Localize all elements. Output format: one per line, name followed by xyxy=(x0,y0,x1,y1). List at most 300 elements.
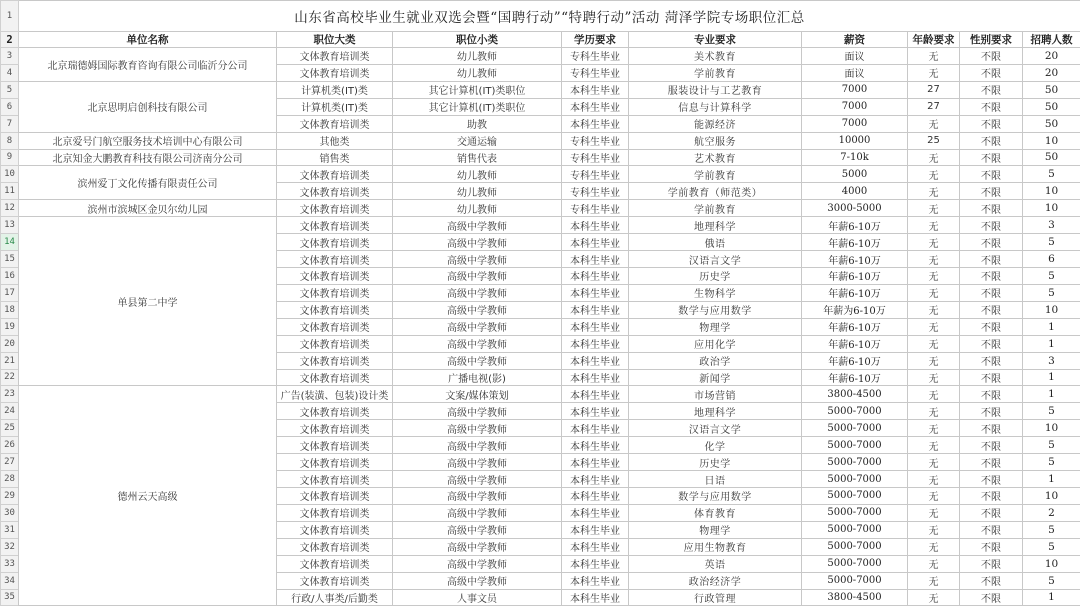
major-cell[interactable]: 信息与计算科学 xyxy=(629,98,802,115)
age-cell[interactable]: 无 xyxy=(908,454,960,471)
education-cell[interactable]: 本科生毕业 xyxy=(562,318,629,335)
gender-cell[interactable]: 不限 xyxy=(960,437,1023,454)
education-cell[interactable]: 本科生毕业 xyxy=(562,369,629,386)
gender-cell[interactable]: 不限 xyxy=(960,318,1023,335)
category-cell[interactable]: 计算机类(IT)类 xyxy=(277,98,393,115)
education-cell[interactable]: 本科生毕业 xyxy=(562,217,629,234)
education-cell[interactable]: 本科生毕业 xyxy=(562,403,629,420)
gender-cell[interactable]: 不限 xyxy=(960,166,1023,183)
company-name-cell[interactable]: 滨州市滨城区金贝尔幼儿园 xyxy=(19,200,277,217)
category-cell[interactable]: 文体教育培训类 xyxy=(277,251,393,268)
major-cell[interactable]: 地理科学 xyxy=(629,403,802,420)
salary-cell[interactable]: 5000-7000 xyxy=(802,521,908,538)
company-name-cell[interactable]: 北京知金大鹏教育科技有限公司济南分公司 xyxy=(19,149,277,166)
category-cell[interactable]: 文体教育培训类 xyxy=(277,471,393,488)
age-cell[interactable]: 无 xyxy=(908,521,960,538)
salary-cell[interactable]: 5000-7000 xyxy=(802,437,908,454)
count-cell[interactable]: 5 xyxy=(1023,403,1080,420)
category-cell[interactable]: 文体教育培训类 xyxy=(277,301,393,318)
gender-cell[interactable]: 不限 xyxy=(960,217,1023,234)
count-cell[interactable]: 3 xyxy=(1023,217,1080,234)
subcategory-cell[interactable]: 高级中学教师 xyxy=(393,318,562,335)
subcategory-cell[interactable]: 高级中学教师 xyxy=(393,420,562,437)
education-cell[interactable]: 本科生毕业 xyxy=(562,471,629,488)
row-number[interactable]: 18 xyxy=(1,301,19,318)
salary-cell[interactable]: 面议 xyxy=(802,64,908,81)
education-cell[interactable]: 本科生毕业 xyxy=(562,538,629,555)
subcategory-cell[interactable]: 高级中学教师 xyxy=(393,335,562,352)
subcategory-cell[interactable]: 广播电视(影) xyxy=(393,369,562,386)
category-cell[interactable]: 文体教育培训类 xyxy=(277,166,393,183)
age-cell[interactable]: 27 xyxy=(908,81,960,98)
major-cell[interactable]: 政治经济学 xyxy=(629,572,802,589)
education-cell[interactable]: 本科生毕业 xyxy=(562,115,629,132)
age-cell[interactable]: 无 xyxy=(908,487,960,504)
age-cell[interactable]: 25 xyxy=(908,132,960,149)
education-cell[interactable]: 本科生毕业 xyxy=(562,504,629,521)
subcategory-cell[interactable]: 高级中学教师 xyxy=(393,454,562,471)
category-cell[interactable]: 文体教育培训类 xyxy=(277,64,393,81)
age-cell[interactable]: 无 xyxy=(908,64,960,81)
count-cell[interactable]: 1 xyxy=(1023,589,1080,606)
education-cell[interactable]: 专科生毕业 xyxy=(562,200,629,217)
major-cell[interactable]: 市场营销 xyxy=(629,386,802,403)
category-cell[interactable]: 文体教育培训类 xyxy=(277,267,393,284)
gender-cell[interactable]: 不限 xyxy=(960,183,1023,200)
row-number[interactable]: 11 xyxy=(1,183,19,200)
age-cell[interactable]: 无 xyxy=(908,335,960,352)
gender-cell[interactable]: 不限 xyxy=(960,403,1023,420)
education-cell[interactable]: 本科生毕业 xyxy=(562,98,629,115)
category-cell[interactable]: 文体教育培训类 xyxy=(277,538,393,555)
salary-cell[interactable]: 5000-7000 xyxy=(802,555,908,572)
subcategory-cell[interactable]: 高级中学教师 xyxy=(393,487,562,504)
age-cell[interactable]: 无 xyxy=(908,48,960,65)
education-cell[interactable]: 专科生毕业 xyxy=(562,183,629,200)
age-cell[interactable]: 无 xyxy=(908,352,960,369)
count-cell[interactable]: 1 xyxy=(1023,369,1080,386)
gender-cell[interactable]: 不限 xyxy=(960,251,1023,268)
subcategory-cell[interactable]: 幼儿教师 xyxy=(393,166,562,183)
gender-cell[interactable]: 不限 xyxy=(960,521,1023,538)
row-number[interactable]: 8 xyxy=(1,132,19,149)
gender-cell[interactable]: 不限 xyxy=(960,335,1023,352)
subcategory-cell[interactable]: 高级中学教师 xyxy=(393,284,562,301)
gender-cell[interactable]: 不限 xyxy=(960,369,1023,386)
count-cell[interactable]: 10 xyxy=(1023,555,1080,572)
education-cell[interactable]: 本科生毕业 xyxy=(562,521,629,538)
count-cell[interactable]: 50 xyxy=(1023,98,1080,115)
category-cell[interactable]: 文体教育培训类 xyxy=(277,200,393,217)
age-cell[interactable]: 无 xyxy=(908,251,960,268)
category-cell[interactable]: 文体教育培训类 xyxy=(277,437,393,454)
education-cell[interactable]: 专科生毕业 xyxy=(562,166,629,183)
education-cell[interactable]: 本科生毕业 xyxy=(562,437,629,454)
age-cell[interactable]: 无 xyxy=(908,183,960,200)
age-cell[interactable]: 无 xyxy=(908,504,960,521)
subcategory-cell[interactable]: 高级中学教师 xyxy=(393,267,562,284)
salary-cell[interactable]: 面议 xyxy=(802,48,908,65)
category-cell[interactable]: 行政/人事类/后勤类 xyxy=(277,589,393,606)
count-cell[interactable]: 5 xyxy=(1023,166,1080,183)
subcategory-cell[interactable]: 高级中学教师 xyxy=(393,301,562,318)
count-cell[interactable]: 5 xyxy=(1023,267,1080,284)
age-cell[interactable]: 无 xyxy=(908,420,960,437)
category-cell[interactable]: 文体教育培训类 xyxy=(277,521,393,538)
gender-cell[interactable]: 不限 xyxy=(960,301,1023,318)
row-number[interactable]: 26 xyxy=(1,437,19,454)
age-cell[interactable]: 无 xyxy=(908,589,960,606)
age-cell[interactable]: 无 xyxy=(908,115,960,132)
category-cell[interactable]: 文体教育培训类 xyxy=(277,234,393,251)
age-cell[interactable]: 无 xyxy=(908,555,960,572)
salary-cell[interactable]: 年薪6-10万 xyxy=(802,234,908,251)
salary-cell[interactable]: 3800-4500 xyxy=(802,386,908,403)
age-cell[interactable]: 无 xyxy=(908,318,960,335)
row-number[interactable]: 5 xyxy=(1,81,19,98)
row-number[interactable]: 1 xyxy=(1,1,19,32)
education-cell[interactable]: 本科生毕业 xyxy=(562,572,629,589)
gender-cell[interactable]: 不限 xyxy=(960,149,1023,166)
subcategory-cell[interactable]: 交通运输 xyxy=(393,132,562,149)
salary-cell[interactable]: 5000-7000 xyxy=(802,471,908,488)
education-cell[interactable]: 本科生毕业 xyxy=(562,386,629,403)
row-number[interactable]: 22 xyxy=(1,369,19,386)
age-cell[interactable]: 无 xyxy=(908,572,960,589)
row-number[interactable]: 9 xyxy=(1,149,19,166)
major-cell[interactable]: 学前教育 xyxy=(629,200,802,217)
subcategory-cell[interactable]: 高级中学教师 xyxy=(393,521,562,538)
category-cell[interactable]: 文体教育培训类 xyxy=(277,572,393,589)
header-count[interactable]: 招聘人数 xyxy=(1023,32,1080,48)
salary-cell[interactable]: 5000-7000 xyxy=(802,504,908,521)
subcategory-cell[interactable]: 高级中学教师 xyxy=(393,352,562,369)
count-cell[interactable]: 5 xyxy=(1023,437,1080,454)
gender-cell[interactable]: 不限 xyxy=(960,589,1023,606)
row-number[interactable]: 30 xyxy=(1,504,19,521)
category-cell[interactable]: 其他类 xyxy=(277,132,393,149)
count-cell[interactable]: 10 xyxy=(1023,301,1080,318)
gender-cell[interactable]: 不限 xyxy=(960,352,1023,369)
count-cell[interactable]: 10 xyxy=(1023,200,1080,217)
salary-cell[interactable]: 5000-7000 xyxy=(802,420,908,437)
major-cell[interactable]: 英语 xyxy=(629,555,802,572)
count-cell[interactable]: 5 xyxy=(1023,234,1080,251)
gender-cell[interactable]: 不限 xyxy=(960,538,1023,555)
major-cell[interactable]: 数学与应用数学 xyxy=(629,487,802,504)
row-number[interactable]: 32 xyxy=(1,538,19,555)
count-cell[interactable]: 50 xyxy=(1023,149,1080,166)
age-cell[interactable]: 无 xyxy=(908,369,960,386)
major-cell[interactable]: 汉语言文学 xyxy=(629,251,802,268)
major-cell[interactable]: 汉语言文学 xyxy=(629,420,802,437)
row-number[interactable]: 7 xyxy=(1,115,19,132)
salary-cell[interactable]: 5000 xyxy=(802,166,908,183)
header-major[interactable]: 专业要求 xyxy=(629,32,802,48)
major-cell[interactable]: 新闻学 xyxy=(629,369,802,386)
subcategory-cell[interactable]: 高级中学教师 xyxy=(393,251,562,268)
salary-cell[interactable]: 7-10k xyxy=(802,149,908,166)
category-cell[interactable]: 文体教育培训类 xyxy=(277,183,393,200)
age-cell[interactable]: 无 xyxy=(908,149,960,166)
education-cell[interactable]: 专科生毕业 xyxy=(562,48,629,65)
count-cell[interactable]: 1 xyxy=(1023,318,1080,335)
education-cell[interactable]: 本科生毕业 xyxy=(562,352,629,369)
education-cell[interactable]: 本科生毕业 xyxy=(562,251,629,268)
header-gender[interactable]: 性别要求 xyxy=(960,32,1023,48)
age-cell[interactable]: 无 xyxy=(908,437,960,454)
subcategory-cell[interactable]: 高级中学教师 xyxy=(393,555,562,572)
subcategory-cell[interactable]: 高级中学教师 xyxy=(393,471,562,488)
gender-cell[interactable]: 不限 xyxy=(960,555,1023,572)
category-cell[interactable]: 文体教育培训类 xyxy=(277,454,393,471)
count-cell[interactable]: 5 xyxy=(1023,521,1080,538)
count-cell[interactable]: 50 xyxy=(1023,115,1080,132)
salary-cell[interactable]: 5000-7000 xyxy=(802,487,908,504)
gender-cell[interactable]: 不限 xyxy=(960,234,1023,251)
row-number[interactable]: 6 xyxy=(1,98,19,115)
education-cell[interactable]: 本科生毕业 xyxy=(562,301,629,318)
salary-cell[interactable]: 年薪6-10万 xyxy=(802,352,908,369)
age-cell[interactable]: 无 xyxy=(908,234,960,251)
major-cell[interactable]: 航空服务 xyxy=(629,132,802,149)
age-cell[interactable]: 无 xyxy=(908,538,960,555)
education-cell[interactable]: 本科生毕业 xyxy=(562,234,629,251)
row-number[interactable]: 28 xyxy=(1,471,19,488)
row-number[interactable]: 33 xyxy=(1,555,19,572)
education-cell[interactable]: 本科生毕业 xyxy=(562,284,629,301)
category-cell[interactable]: 文体教育培训类 xyxy=(277,403,393,420)
major-cell[interactable]: 应用化学 xyxy=(629,335,802,352)
salary-cell[interactable]: 年薪6-10万 xyxy=(802,318,908,335)
subcategory-cell[interactable]: 幼儿教师 xyxy=(393,64,562,81)
header-category[interactable]: 职位大类 xyxy=(277,32,393,48)
education-cell[interactable]: 本科生毕业 xyxy=(562,267,629,284)
row-number[interactable]: 13 xyxy=(1,217,19,234)
salary-cell[interactable]: 4000 xyxy=(802,183,908,200)
salary-cell[interactable]: 5000-7000 xyxy=(802,403,908,420)
count-cell[interactable]: 10 xyxy=(1023,420,1080,437)
gender-cell[interactable]: 不限 xyxy=(960,487,1023,504)
category-cell[interactable]: 文体教育培训类 xyxy=(277,217,393,234)
education-cell[interactable]: 本科生毕业 xyxy=(562,555,629,572)
gender-cell[interactable]: 不限 xyxy=(960,200,1023,217)
gender-cell[interactable]: 不限 xyxy=(960,267,1023,284)
header-education[interactable]: 学历要求 xyxy=(562,32,629,48)
subcategory-cell[interactable]: 其它计算机(IT)类职位 xyxy=(393,98,562,115)
age-cell[interactable]: 无 xyxy=(908,403,960,420)
row-number[interactable]: 4 xyxy=(1,64,19,81)
category-cell[interactable]: 文体教育培训类 xyxy=(277,335,393,352)
row-number[interactable]: 3 xyxy=(1,48,19,65)
subcategory-cell[interactable]: 助教 xyxy=(393,115,562,132)
gender-cell[interactable]: 不限 xyxy=(960,48,1023,65)
company-name-cell[interactable]: 单县第二中学 xyxy=(19,217,277,386)
category-cell[interactable]: 文体教育培训类 xyxy=(277,420,393,437)
major-cell[interactable]: 行政管理 xyxy=(629,589,802,606)
gender-cell[interactable]: 不限 xyxy=(960,81,1023,98)
row-number[interactable]: 34 xyxy=(1,572,19,589)
category-cell[interactable]: 文体教育培训类 xyxy=(277,555,393,572)
header-subcategory[interactable]: 职位小类 xyxy=(393,32,562,48)
education-cell[interactable]: 本科生毕业 xyxy=(562,420,629,437)
category-cell[interactable]: 文体教育培训类 xyxy=(277,318,393,335)
row-number[interactable]: 21 xyxy=(1,352,19,369)
salary-cell[interactable]: 年薪6-10万 xyxy=(802,369,908,386)
salary-cell[interactable]: 5000-7000 xyxy=(802,538,908,555)
major-cell[interactable]: 化学 xyxy=(629,437,802,454)
salary-cell[interactable]: 5000-7000 xyxy=(802,572,908,589)
count-cell[interactable]: 3 xyxy=(1023,352,1080,369)
row-number[interactable]: 10 xyxy=(1,166,19,183)
age-cell[interactable]: 无 xyxy=(908,166,960,183)
count-cell[interactable]: 1 xyxy=(1023,471,1080,488)
category-cell[interactable]: 文体教育培训类 xyxy=(277,352,393,369)
salary-cell[interactable]: 年薪6-10万 xyxy=(802,267,908,284)
gender-cell[interactable]: 不限 xyxy=(960,454,1023,471)
major-cell[interactable]: 政治学 xyxy=(629,352,802,369)
subcategory-cell[interactable]: 高级中学教师 xyxy=(393,538,562,555)
major-cell[interactable]: 应用生物教育 xyxy=(629,538,802,555)
major-cell[interactable]: 地理科学 xyxy=(629,217,802,234)
category-cell[interactable]: 广告(装潢、包装)设计类 xyxy=(277,386,393,403)
count-cell[interactable]: 5 xyxy=(1023,454,1080,471)
major-cell[interactable]: 俄语 xyxy=(629,234,802,251)
category-cell[interactable]: 销售类 xyxy=(277,149,393,166)
row-number[interactable]: 15 xyxy=(1,251,19,268)
education-cell[interactable]: 本科生毕业 xyxy=(562,589,629,606)
company-name-cell[interactable]: 北京爱号门航空服务技术培训中心有限公司 xyxy=(19,132,277,149)
salary-cell[interactable]: 年薪6-10万 xyxy=(802,217,908,234)
subcategory-cell[interactable]: 高级中学教师 xyxy=(393,403,562,420)
subcategory-cell[interactable]: 文案/媒体策划 xyxy=(393,386,562,403)
gender-cell[interactable]: 不限 xyxy=(960,98,1023,115)
salary-cell[interactable]: 年薪6-10万 xyxy=(802,335,908,352)
major-cell[interactable]: 生物科学 xyxy=(629,284,802,301)
header-age[interactable]: 年龄要求 xyxy=(908,32,960,48)
major-cell[interactable]: 物理学 xyxy=(629,318,802,335)
major-cell[interactable]: 体育教育 xyxy=(629,504,802,521)
salary-cell[interactable]: 年薪6-10万 xyxy=(802,284,908,301)
major-cell[interactable]: 美术教育 xyxy=(629,48,802,65)
subcategory-cell[interactable]: 幼儿教师 xyxy=(393,200,562,217)
category-cell[interactable]: 文体教育培训类 xyxy=(277,115,393,132)
count-cell[interactable]: 10 xyxy=(1023,183,1080,200)
education-cell[interactable]: 本科生毕业 xyxy=(562,81,629,98)
subcategory-cell[interactable]: 高级中学教师 xyxy=(393,234,562,251)
major-cell[interactable]: 历史学 xyxy=(629,267,802,284)
gender-cell[interactable]: 不限 xyxy=(960,115,1023,132)
subcategory-cell[interactable]: 销售代表 xyxy=(393,149,562,166)
row-number[interactable]: 16 xyxy=(1,267,19,284)
major-cell[interactable]: 学前教育（师范类） xyxy=(629,183,802,200)
subcategory-cell[interactable]: 高级中学教师 xyxy=(393,437,562,454)
subcategory-cell[interactable]: 人事文员 xyxy=(393,589,562,606)
count-cell[interactable]: 20 xyxy=(1023,64,1080,81)
salary-cell[interactable]: 7000 xyxy=(802,115,908,132)
gender-cell[interactable]: 不限 xyxy=(960,572,1023,589)
count-cell[interactable]: 1 xyxy=(1023,386,1080,403)
row-number[interactable]: 24 xyxy=(1,403,19,420)
row-number[interactable]: 19 xyxy=(1,318,19,335)
education-cell[interactable]: 专科生毕业 xyxy=(562,149,629,166)
company-name-cell[interactable]: 北京思明启创科技有限公司 xyxy=(19,81,277,132)
category-cell[interactable]: 文体教育培训类 xyxy=(277,504,393,521)
sheet-title[interactable]: 山东省高校毕业生就业双选会暨“国聘行动”“特聘行动”活动 菏泽学院专场职位汇总 xyxy=(19,1,1080,32)
subcategory-cell[interactable]: 高级中学教师 xyxy=(393,504,562,521)
major-cell[interactable]: 学前教育 xyxy=(629,166,802,183)
subcategory-cell[interactable]: 幼儿教师 xyxy=(393,183,562,200)
gender-cell[interactable]: 不限 xyxy=(960,504,1023,521)
count-cell[interactable]: 10 xyxy=(1023,487,1080,504)
education-cell[interactable]: 本科生毕业 xyxy=(562,335,629,352)
education-cell[interactable]: 本科生毕业 xyxy=(562,454,629,471)
major-cell[interactable]: 物理学 xyxy=(629,521,802,538)
age-cell[interactable]: 无 xyxy=(908,200,960,217)
major-cell[interactable]: 能源经济 xyxy=(629,115,802,132)
company-name-cell[interactable]: 北京瑞德姆国际教育咨询有限公司临沂分公司 xyxy=(19,48,277,82)
salary-cell[interactable]: 7000 xyxy=(802,81,908,98)
count-cell[interactable]: 6 xyxy=(1023,251,1080,268)
major-cell[interactable]: 日语 xyxy=(629,471,802,488)
category-cell[interactable]: 计算机类(IT)类 xyxy=(277,81,393,98)
category-cell[interactable]: 文体教育培训类 xyxy=(277,369,393,386)
category-cell[interactable]: 文体教育培训类 xyxy=(277,48,393,65)
age-cell[interactable]: 无 xyxy=(908,217,960,234)
row-number[interactable]: 31 xyxy=(1,521,19,538)
education-cell[interactable]: 本科生毕业 xyxy=(562,487,629,504)
category-cell[interactable]: 文体教育培训类 xyxy=(277,284,393,301)
count-cell[interactable]: 1 xyxy=(1023,335,1080,352)
salary-cell[interactable]: 年薪为6-10万 xyxy=(802,301,908,318)
age-cell[interactable]: 无 xyxy=(908,301,960,318)
row-number[interactable]: 17 xyxy=(1,284,19,301)
count-cell[interactable]: 5 xyxy=(1023,572,1080,589)
gender-cell[interactable]: 不限 xyxy=(960,386,1023,403)
row-number[interactable]: 23 xyxy=(1,386,19,403)
count-cell[interactable]: 2 xyxy=(1023,504,1080,521)
gender-cell[interactable]: 不限 xyxy=(960,64,1023,81)
age-cell[interactable]: 无 xyxy=(908,284,960,301)
header-salary[interactable]: 薪资 xyxy=(802,32,908,48)
gender-cell[interactable]: 不限 xyxy=(960,420,1023,437)
row-number[interactable]: 20 xyxy=(1,335,19,352)
education-cell[interactable]: 专科生毕业 xyxy=(562,64,629,81)
age-cell[interactable]: 无 xyxy=(908,267,960,284)
education-cell[interactable]: 专科生毕业 xyxy=(562,132,629,149)
major-cell[interactable]: 服装设计与工艺教育 xyxy=(629,81,802,98)
salary-cell[interactable]: 年薪6-10万 xyxy=(802,251,908,268)
salary-cell[interactable]: 5000-7000 xyxy=(802,454,908,471)
major-cell[interactable]: 历史学 xyxy=(629,454,802,471)
row-number[interactable]: 12 xyxy=(1,200,19,217)
gender-cell[interactable]: 不限 xyxy=(960,284,1023,301)
salary-cell[interactable]: 7000 xyxy=(802,98,908,115)
major-cell[interactable]: 艺术教育 xyxy=(629,149,802,166)
major-cell[interactable]: 数学与应用数学 xyxy=(629,301,802,318)
subcategory-cell[interactable]: 幼儿教师 xyxy=(393,48,562,65)
subcategory-cell[interactable]: 高级中学教师 xyxy=(393,572,562,589)
subcategory-cell[interactable]: 其它计算机(IT)类职位 xyxy=(393,81,562,98)
salary-cell[interactable]: 10000 xyxy=(802,132,908,149)
count-cell[interactable]: 5 xyxy=(1023,284,1080,301)
salary-cell[interactable]: 3800-4500 xyxy=(802,589,908,606)
header-company[interactable]: 单位名称 xyxy=(19,32,277,48)
count-cell[interactable]: 20 xyxy=(1023,48,1080,65)
row-number[interactable]: 29 xyxy=(1,487,19,504)
row-number[interactable]: 35 xyxy=(1,589,19,606)
company-name-cell[interactable]: 德州云天高级 xyxy=(19,386,277,606)
